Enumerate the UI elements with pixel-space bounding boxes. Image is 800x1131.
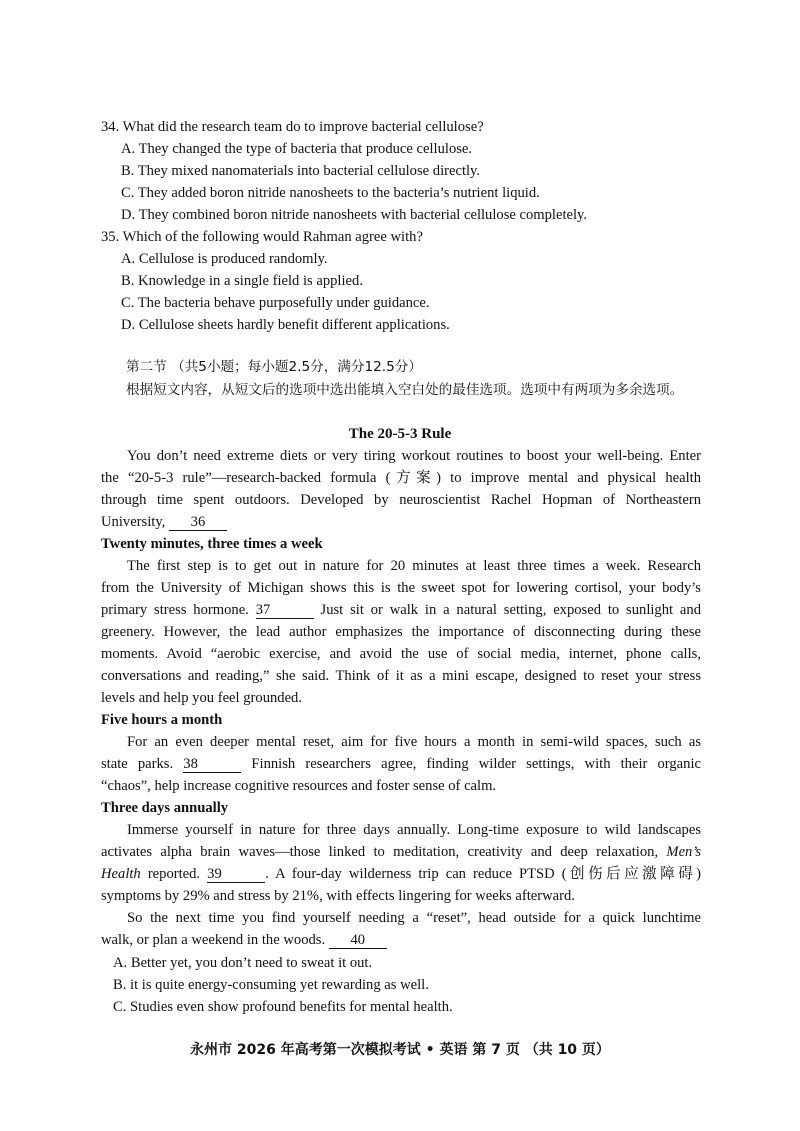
blank-38[interactable]: 38 [183,756,241,773]
page-footer: 永州市 2026 年高考第一次模拟考试 • 英语 第 7 页 （共 10 页） [190,1042,610,1058]
p3-line-2 [101,842,701,862]
blank-37[interactable]: 37 [256,602,314,619]
blank-40[interactable]: 40 [329,932,387,949]
q34-option-a: A. They changed the type of bacteria that produce cellulose. [121,141,473,157]
p4-line-1: So the next time you find yourself needing a “reset”, head outside for a quick lunchtime [127,910,701,926]
q35-option-a: A. Cellulose is produced randomly. [121,251,328,267]
p1-line-6: conversations and reading,” she said. Think of it as a mini escape, designed to reset your stress [101,668,701,684]
p3-line-4: symptoms by 29% and stress by 21%, with effects lingering for weeks afterward. [101,888,575,904]
intro-line-1: You don’t need extreme diets or very tiring workout routines to boost your well-being. Enter [127,448,701,464]
intro-line-2: the “20-5-3 rule”—research-backed formula (方案) to improve mental and physical health [101,470,701,486]
p3-line-3-end: . A four-day wilderness trip can reduce PTSD (创伤后应激障碍) [265,866,701,882]
choice-a: A. Better yet, you don’t need to sweat it out. [113,955,373,971]
choice-c: C. Studies even show profound benefits for mental health. [113,999,453,1015]
intro-line-3: through time spent outdoors. Developed by neuroscientist Rachel Hopman of Northeastern [101,492,701,508]
p2-line-2-start: state parks. [101,756,174,772]
blank-36[interactable]: 36 [169,514,227,531]
p1-line-3-end: Just sit or walk in a natural setting, exposed to sunlight and [320,602,701,618]
p2-line-2-end: Finnish researchers agree, finding wilder settings, with their organic [251,756,701,772]
p3-magazine-name-2: Health [101,866,141,882]
p3-line-2-start: activates alpha brain waves—those linked to meditation, creativity and deep relaxation, [101,844,659,860]
blank-39[interactable]: 39 [207,866,265,883]
choice-b: B. it is quite energy-consuming yet rewarding as well. [113,977,429,993]
q35-stem: 35. Which of the following would Rahman agree with? [101,229,423,245]
q34-option-b: B. They mixed nanomaterials into bacterial cellulose directly. [121,163,481,179]
p2-line-1: For an even deeper mental reset, aim for five hours a month in semi-wild spaces, such as [127,734,701,750]
intro-line-4 [101,512,701,532]
section-header: 第二节 （共5小题；每小题2.5分，满分12.5分） [126,359,422,375]
section-instructions: 根据短文内容，从短文后的选项中选出能填入空白处的最佳选项。选项中有两项为多余选项。 [126,382,684,398]
p1-line-1: The first step is to get out in nature for 20 minutes at least three times a week. Research [127,558,701,574]
p3-magazine-name-1: Men’s [666,844,702,860]
q34-option-c: C. They added boron nitride nanosheets to the bacteria’s nutrient liquid. [121,185,540,201]
article-title: The 20-5-3 Rule [348,426,452,442]
p3-line-3 [101,864,701,884]
p1-line-5: moments. Avoid “aerobic exercise, and avoid the use of social media, internet, phone calls, [101,646,701,662]
p2-line-3: “chaos”, help increase cognitive resources and foster sense of calm. [101,778,497,794]
heading-three-days: Three days annually [101,800,229,816]
p1-line-2: from the University of Michigan shows this is the sweet spot for lowering cortisol, your body’s [101,580,701,596]
p1-line-3-start: primary stress hormone. [101,602,249,618]
heading-five-hours: Five hours a month [101,712,223,728]
p1-line-7: levels and help you feel grounded. [101,690,303,706]
intro-end-text: University, [101,514,166,530]
p2-line-2 [101,754,701,774]
q34-stem: 34. What did the research team do to improve bacterial cellulose? [101,119,484,135]
q34-option-d: D. They combined boron nitride nanosheets with bacterial cellulose completely. [121,207,588,223]
q35-option-d: D. Cellulose sheets hardly benefit different applications. [121,317,450,333]
p3-line-1: Immerse yourself in nature for three days annually. Long-time exposure to wild landscapes [127,822,701,838]
p1-line-3 [101,600,701,620]
p4-line-2 [101,930,701,950]
p4-line-2-start: walk, or plan a weekend in the woods. [101,932,326,948]
heading-twenty-minutes: Twenty minutes, three times a week [101,536,323,552]
q35-option-c: C. The bacteria behave purposefully under guidance. [121,295,430,311]
p3-line-3-start: reported. [147,866,201,882]
p1-line-4: greenery. However, the lead author emphasizes the importance of disconnecting during these [101,624,701,640]
q35-option-b: B. Knowledge in a single field is applied. [121,273,363,289]
